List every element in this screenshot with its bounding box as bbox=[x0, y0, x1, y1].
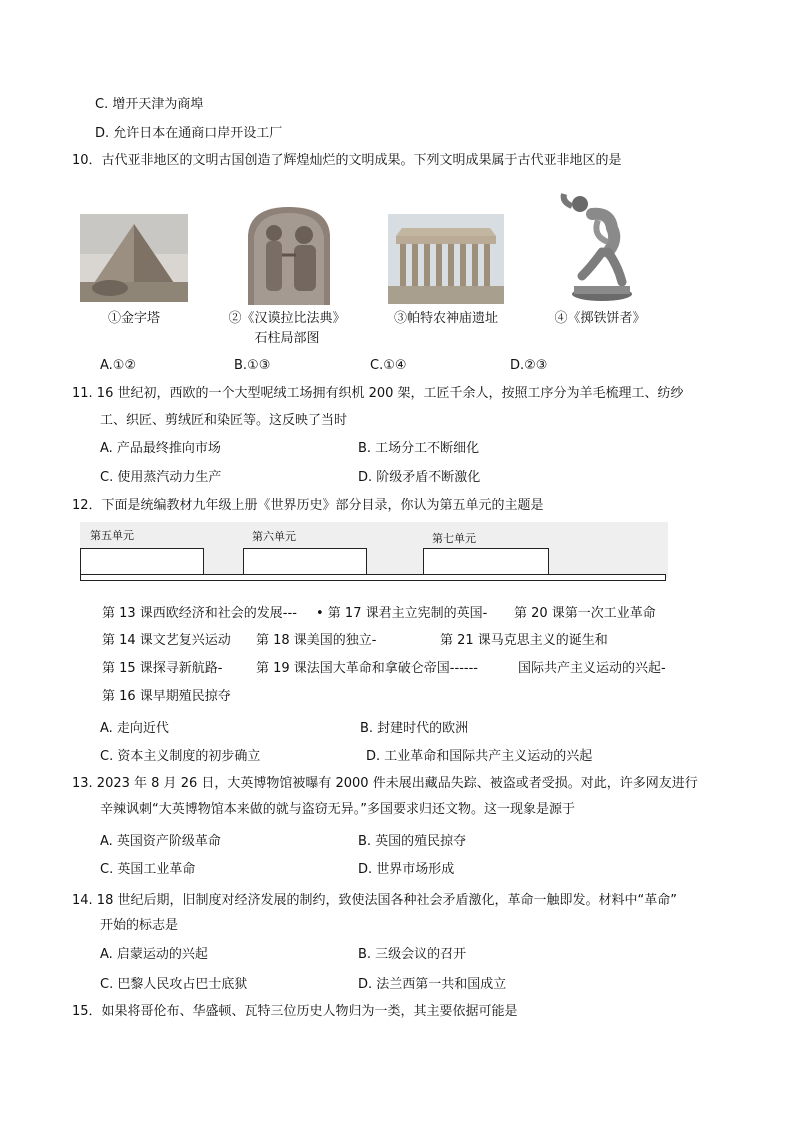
unit-6-label: 第六单元 bbox=[252, 530, 296, 543]
unit-5-box bbox=[80, 548, 204, 575]
lesson-15: 第 15 课探寻新航路- bbox=[102, 661, 223, 676]
pyramid-image bbox=[80, 214, 188, 302]
toc-baseline bbox=[80, 574, 666, 581]
q13-stem-line1: 13. 2023 年 8 月 26 日，大英博物馆被曝有 2000 件未展出藏品失踪、被盗或者受损。对此，许多网友进行 bbox=[72, 776, 698, 791]
lesson-17: • 第 17 课君主立宪制的英国- bbox=[316, 606, 488, 621]
unit-5-label: 第五单元 bbox=[90, 529, 134, 542]
q12-option-c: C. 资本主义制度的初步确立 bbox=[100, 749, 261, 764]
q13-option-b: B. 英国的殖民掠夺 bbox=[358, 834, 467, 849]
q13-option-c: C. 英国工业革命 bbox=[100, 862, 196, 877]
lesson-13: 第 13 课西欧经济和社会的发展--- bbox=[102, 606, 297, 621]
parthenon-image bbox=[388, 214, 504, 304]
q13-option-a: A. 英国资产阶级革命 bbox=[100, 834, 221, 849]
q12-option-b: B. 封建时代的欧洲 bbox=[360, 721, 469, 736]
q10-stem: 10．古代亚非地区的文明古国创造了辉煌灿烂的文明成果。下列文明成果属于古代亚非地区的是 bbox=[72, 153, 622, 168]
q14-option-b: B. 三级会议的召开 bbox=[358, 947, 467, 962]
lesson-21: 第 21 课马克思主义的诞生和 bbox=[440, 633, 608, 648]
q10-option-d: D.②③ bbox=[510, 358, 548, 373]
q14-stem-line1: 14. 18 世纪后期，旧制度对经济发展的制约，致使法国各种社会矛盾激化，革命一触即发。材料中“革命” bbox=[72, 893, 677, 908]
q11-option-d: D. 阶级矛盾不断激化 bbox=[358, 470, 481, 485]
discobolus-image bbox=[552, 192, 648, 304]
q14-stem-line2: 开始的标志是 bbox=[100, 918, 179, 933]
q13-stem-line2: 辛辣讽刺“大英博物馆本来做的就与盗窃无异。”多国要求归还文物。这一现象是源于 bbox=[100, 802, 575, 817]
lesson-20: 第 20 课第一次工业革命 bbox=[514, 606, 656, 621]
q10-option-a: A.①② bbox=[100, 358, 137, 373]
q10-caption-2b: 石柱局部图 bbox=[254, 331, 320, 346]
q10-option-c: C.①④ bbox=[370, 358, 407, 373]
q11-option-b: B. 工场分工不断细化 bbox=[358, 441, 480, 456]
lesson-14: 第 14 课文艺复兴运动 bbox=[102, 633, 231, 648]
q10-caption-4: ④《掷铁饼者》 bbox=[554, 311, 646, 326]
unit-7-box bbox=[423, 548, 549, 575]
q10-caption-2: ②《汉谟拉比法典》 bbox=[228, 311, 346, 326]
q11-stem-line2: 工、织匠、剪绒匠和染匠等。这反映了当时 bbox=[100, 413, 348, 428]
lesson-18: 第 18 课美国的独立- bbox=[256, 633, 377, 648]
q11-stem-line1: 11. 16 世纪初，西欧的一个大型呢绒工场拥有织机 200 架，工匠千余人，按照工序分为羊毛梳理工、纺纱 bbox=[72, 386, 684, 401]
q10-caption-1: ①金字塔 bbox=[107, 311, 160, 326]
lesson-16: 第 16 课早期殖民掠夺 bbox=[102, 689, 231, 704]
q10-option-b: B.①③ bbox=[234, 358, 271, 373]
q14-option-d: D. 法兰西第一共和国成立 bbox=[358, 977, 507, 992]
q11-option-a: A. 产品最终推向市场 bbox=[100, 441, 221, 456]
q10-caption-3: ③帕特农神庙遗址 bbox=[393, 311, 498, 326]
lesson-21-cont: 国际共产主义运动的兴起- bbox=[518, 661, 666, 676]
q9-option-c: C. 增开天津为商埠 bbox=[95, 97, 204, 112]
q13-option-d: D. 世界市场形成 bbox=[358, 862, 455, 877]
lesson-19: 第 19 课法国大革命和拿破仑帝国------ bbox=[256, 661, 478, 676]
q9-option-d: D. 允许日本在通商口岸开设工厂 bbox=[95, 126, 283, 141]
q12-option-d: D. 工业革命和国际共产主义运动的兴起 bbox=[366, 749, 593, 764]
q14-option-a: A. 启蒙运动的兴起 bbox=[100, 947, 208, 962]
unit-6-box bbox=[243, 548, 367, 575]
q12-stem: 12．下面是统编教材九年级上册《世界历史》部分目录，你认为第五单元的主题是 bbox=[72, 498, 544, 513]
hammurabi-code-image bbox=[240, 205, 338, 305]
unit-7-label: 第七单元 bbox=[432, 532, 476, 545]
q14-option-c: C. 巴黎人民攻占巴士底狱 bbox=[100, 977, 248, 992]
q15-stem: 15．如果将哥伦布、华盛顿、瓦特三位历史人物归为一类，其主要依据可能是 bbox=[72, 1004, 518, 1019]
q11-option-c: C. 使用蒸汽动力生产 bbox=[100, 470, 222, 485]
q12-option-a: A. 走向近代 bbox=[100, 721, 169, 736]
